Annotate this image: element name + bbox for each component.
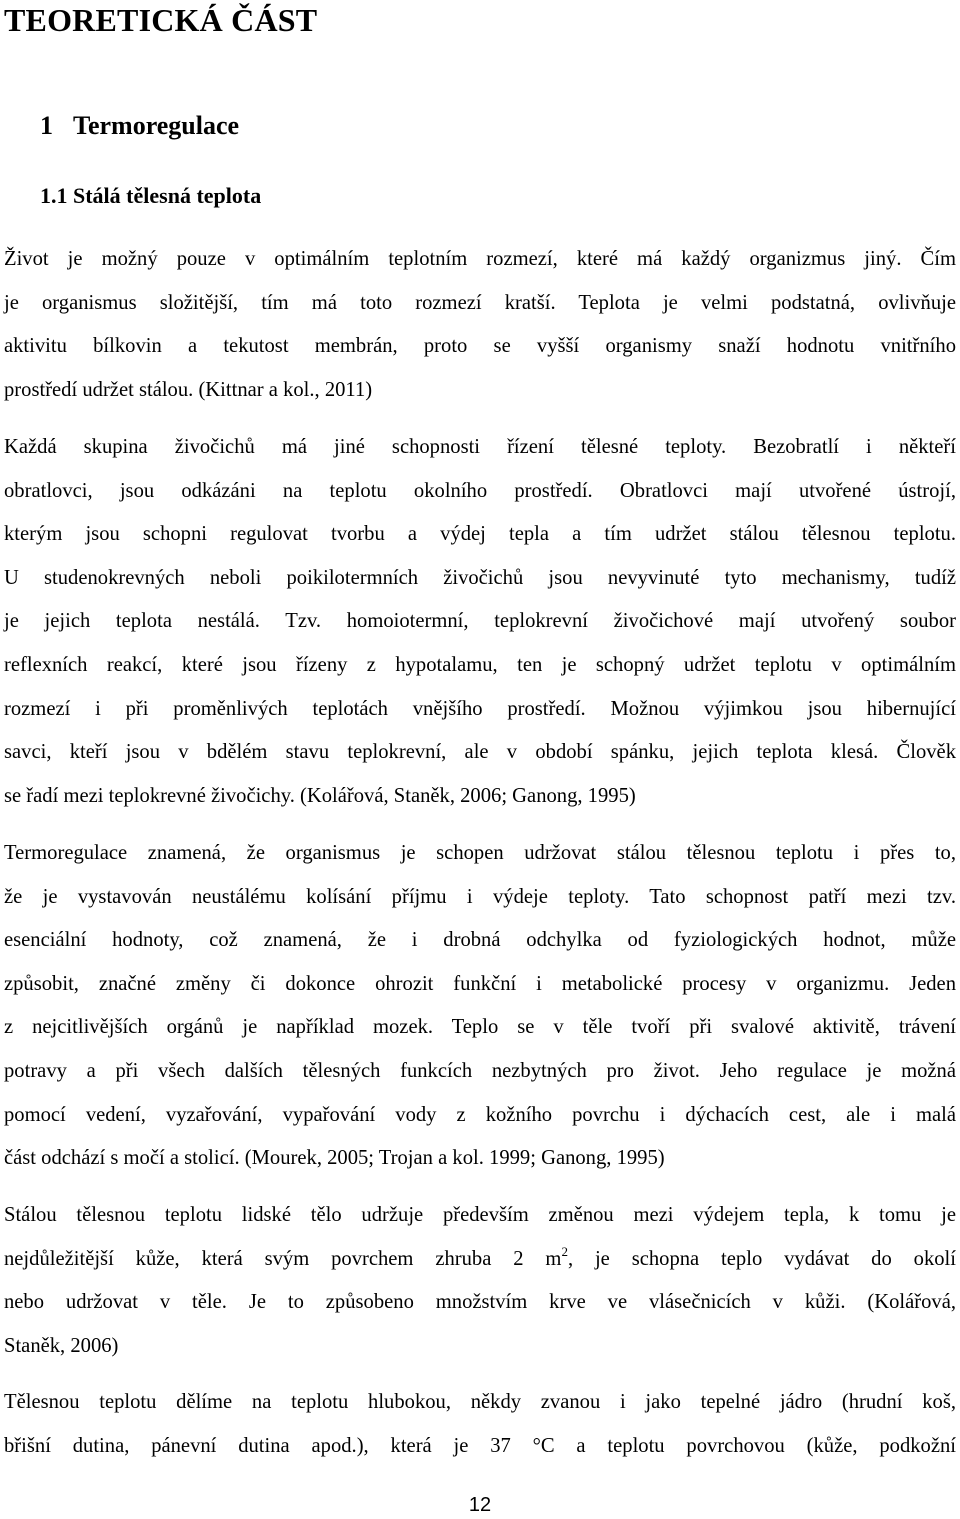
text-line: esenciální hodnoty, což znamená, že i drobná odchylka od fyziologických hodnot, může <box>4 929 956 952</box>
text-line: část odchází s močí a stolicí. (Mourek, 2005; Trojan a kol. 1999; Ganong, 1995) <box>4 1147 665 1170</box>
text-line: Tělesnou teplotu dělíme na teplotu hlubokou, někdy zvanou i jako tepelné jádro (hrudní koš, <box>4 1391 956 1413</box>
text-line: savci, kteří jsou v bdělém stavu teplokrevní, ale v období spánku, jejich teplota klesá. Člověk <box>4 741 956 764</box>
chapter-number: 1 <box>40 111 53 140</box>
text-line: obratlovci, jsou odkázáni na teplotu okolního prostředí. Obratlovci mají utvořené ústrojí, <box>4 479 956 502</box>
text-line: z nejcitlivějších orgánů je například mozek. Teplo se v těle tvoří při svalové aktivitě, trávení <box>4 1016 956 1039</box>
text-line: nebo udržovat v těle. Je to způsobeno množstvím krve ve vlásečnicích v kůži. (Kolářová, <box>4 1291 956 1314</box>
text-line: je organismus složitější, tím má toto rozmezí kratší. Teplota je velmi podstatná, ovlivňuje <box>4 291 956 314</box>
text-line: aktivitu bílkovin a tekutost membrán, proto se vyšší organismy snaží hodnotu vnitřního <box>4 335 956 358</box>
text-line: rozmezí i při proměnlivých teplotách vnějšího prostředí. Možnou výjimkou jsou hibernující <box>4 697 956 720</box>
paragraph-3 <box>4 832 956 1181</box>
text-line: reflexních reakcí, které jsou řízeny z hypotalamu, ten je schopný udržet teplotu v optimálním <box>4 653 956 676</box>
text-line <box>4 1238 956 1282</box>
text-segment: , je schopna teplo vydávat do okolí <box>567 1247 956 1270</box>
text-line: Stálou tělesnou teplotu lidské tělo udržuje především změnou mezi výdejem tepla, k tomu je <box>4 1204 956 1226</box>
chapter-title-text: Termoregulace <box>73 111 240 140</box>
page-number: 12 <box>468 1494 492 1516</box>
text-line: U studenokrevných neboli poikilotermních živočichů jsou nevyvinuté tyto mechanismy, tudíž <box>4 566 956 589</box>
text-line: Každá skupina živočichů má jiné schopnosti řízení tělesné teploty. Bezobratlí i někteří <box>4 436 956 458</box>
chapter-title <box>40 108 239 144</box>
paragraph-4 <box>4 1194 956 1368</box>
paragraph-5 <box>4 1381 956 1468</box>
text-line: potravy a při všech dalších tělesných funkcích nezbytných pro život. Jeho regulace je možná <box>4 1059 956 1082</box>
text-line: Staněk, 2006) <box>4 1334 119 1357</box>
text-line: Život je možný pouze v optimálním teplotním rozmezí, které má každý organizmus jiný. Čím <box>4 248 956 270</box>
text-line: prostředí udržet stálou. (Kittnar a kol., 2011) <box>4 378 373 401</box>
text-line: je jejich teplota nestálá. Tzv. homoiotermní, teplokrevní živočichové mají utvořený soubor <box>4 610 956 633</box>
text-line: kterým jsou schopni regulovat tvorbu a výdej tepla a tím udržet stálou tělesnou teplotu. <box>4 523 956 546</box>
text-line: způsobit, značné změny či dokonce ohrozit funkční i metabolické procesy v organizmu. Jeden <box>4 972 956 995</box>
text-line: břišní dutina, pánevní dutina apod.), která je 37 °C a teplotu povrchovou (kůže, podkožní <box>4 1434 956 1457</box>
paragraph-2 <box>4 426 956 818</box>
paragraph-1 <box>4 238 956 412</box>
text-line: že je vystavován neustálému kolísání příjmu i výdeje teploty. Tato schopnost patří mezi tzv. <box>4 885 956 908</box>
text-segment: nejdůležitější kůže, která svým povrchem zhruba 2 m <box>4 1247 562 1270</box>
superscript-exponent: 2 <box>561 1243 568 1259</box>
text-line: se řadí mezi teplokrevné živočichy. (Kolářová, Staněk, 2006; Ganong, 1995) <box>4 784 636 807</box>
text-line: pomocí vedení, vyzařování, vypařování vody z kožního povrchu i dýchacích cest, ale i malá <box>4 1103 956 1126</box>
text-line: Termoregulace znamená, že organismus je schopen udržovat stálou tělesnou teplotu i přes to, <box>4 842 956 864</box>
section-title: 1.1 Stálá tělesná teplota <box>40 183 262 208</box>
part-title: TEORETICKÁ ČÁST <box>4 2 318 38</box>
